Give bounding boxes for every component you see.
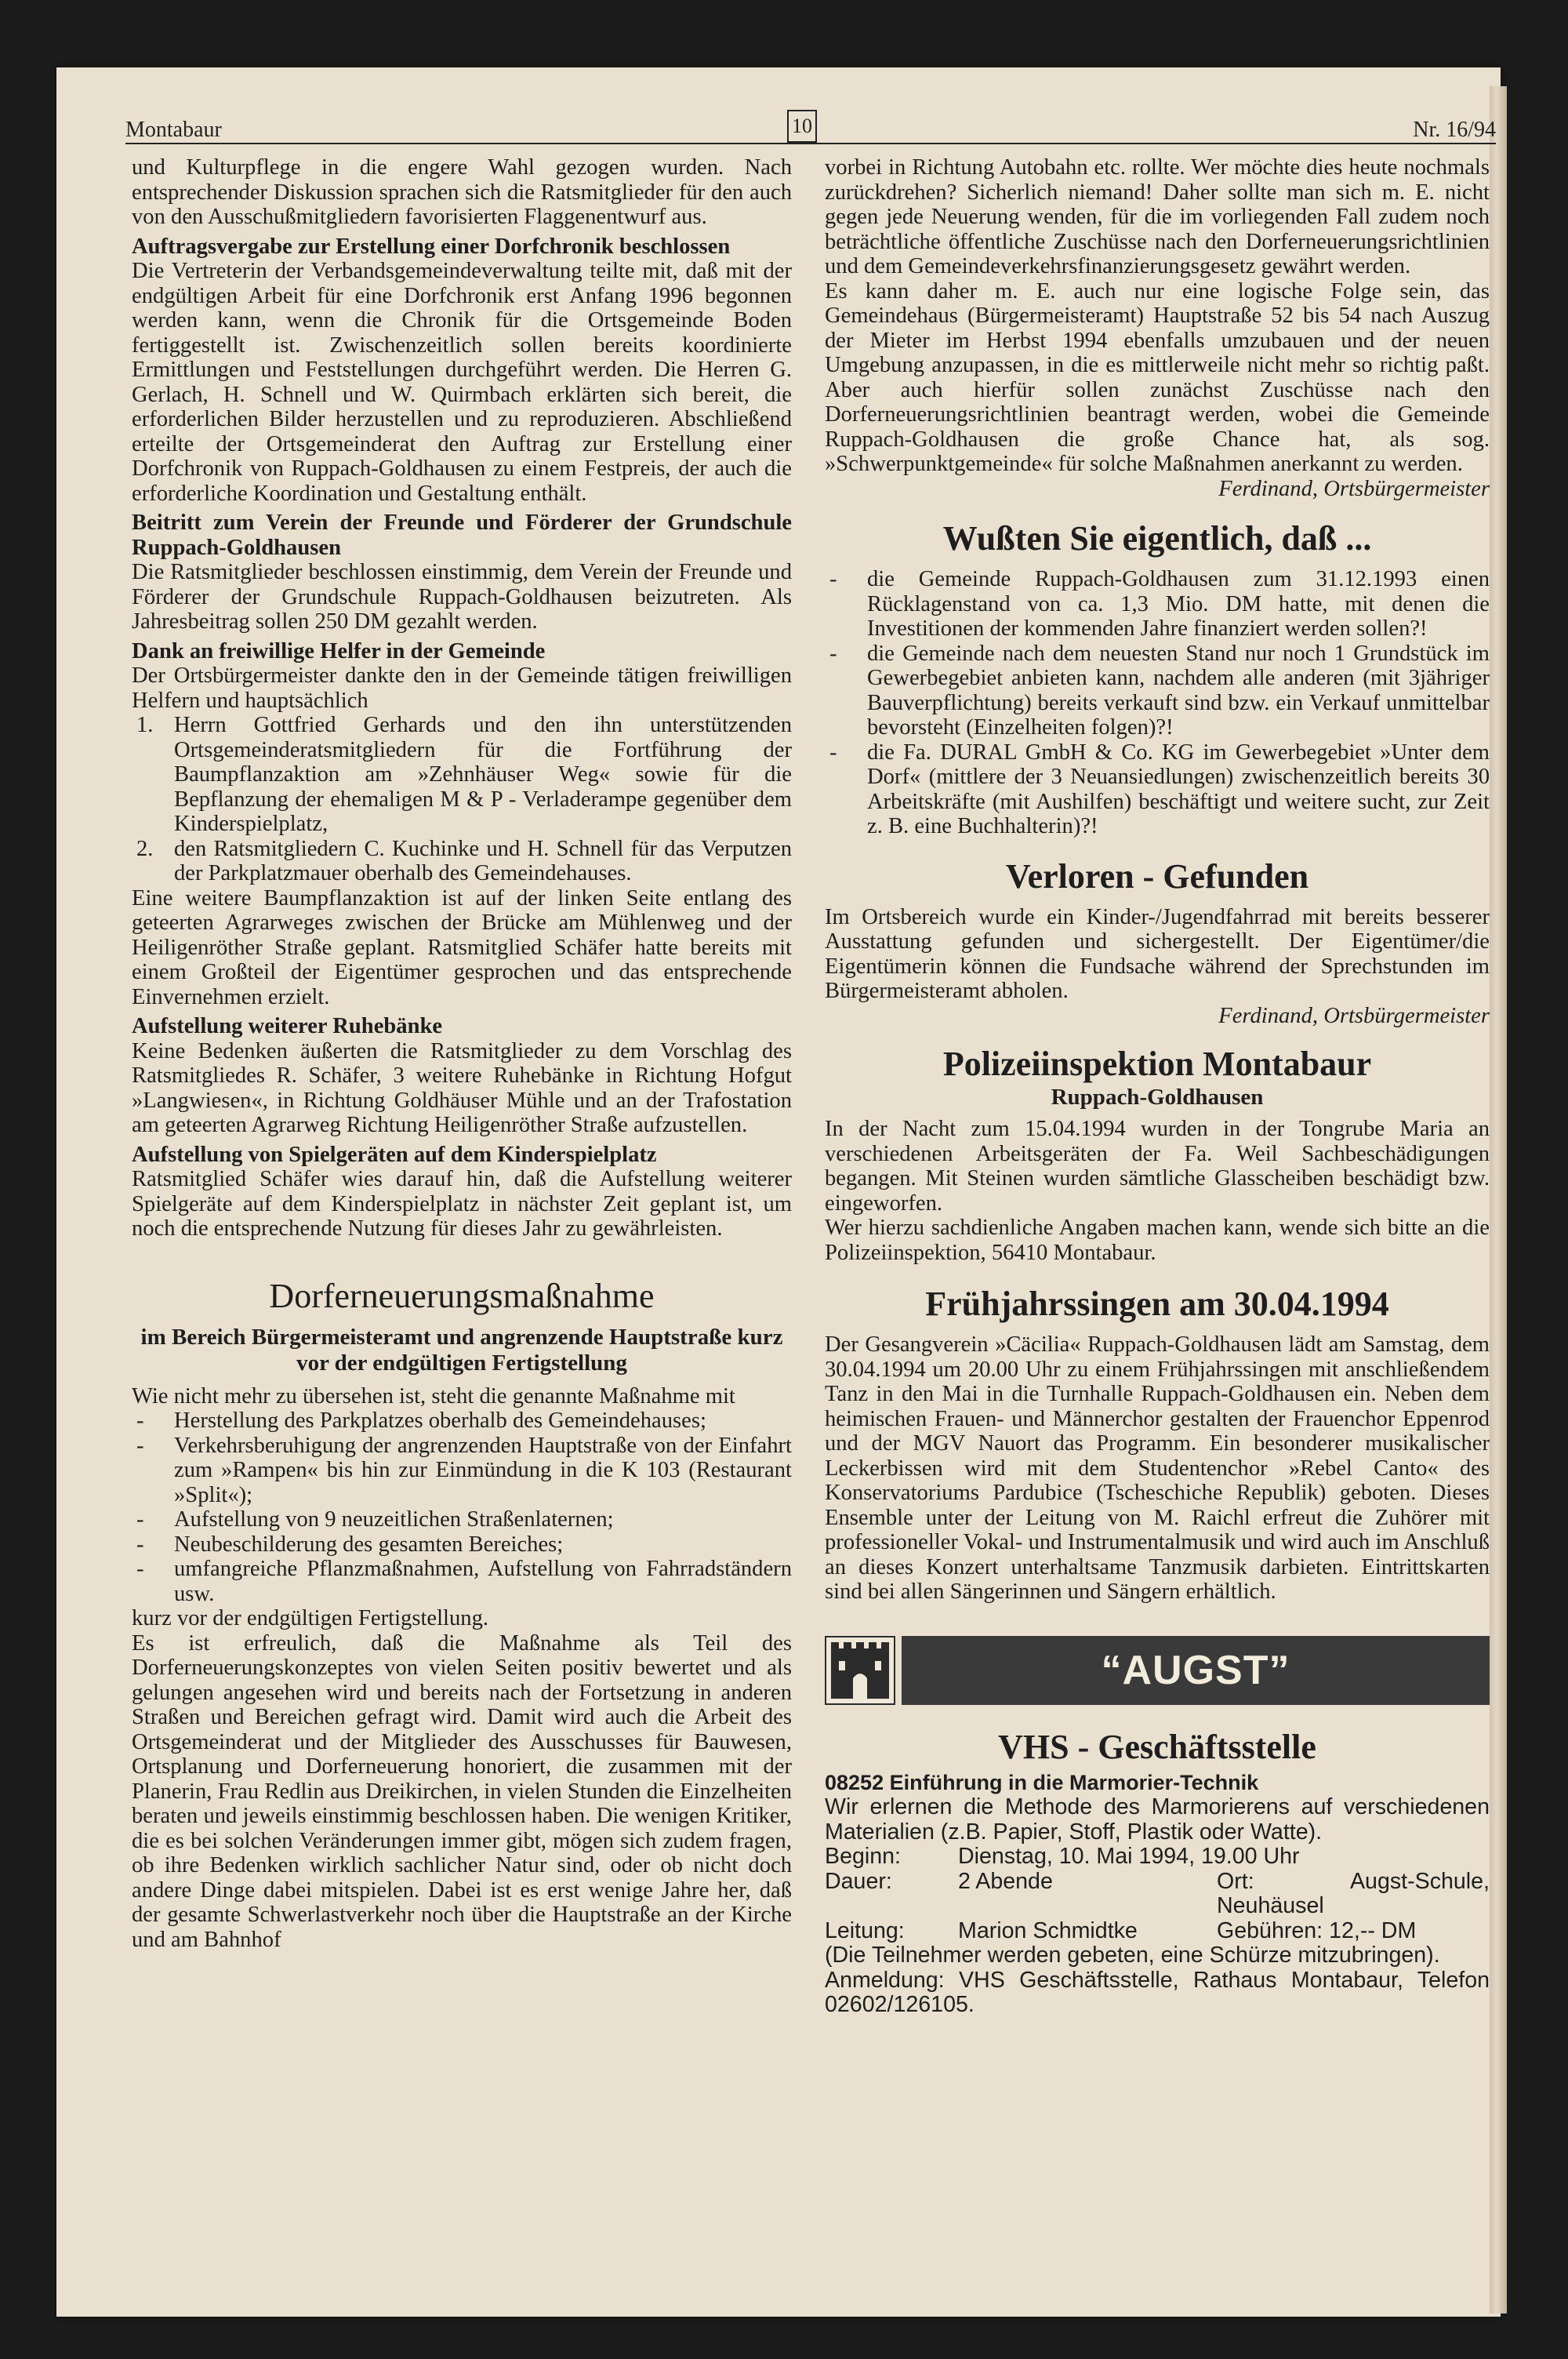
castle-logo-icon — [825, 1636, 895, 1705]
signature: Ferdinand, Ortsbürgermeister — [1218, 1003, 1490, 1028]
helfer-list — [132, 713, 792, 886]
heading-wussten: Wußten Sie eigentlich, daß ... — [942, 519, 1372, 558]
subheading-polizei: Ruppach-Goldhausen — [1051, 1085, 1264, 1110]
list-item: - umfangreiche Pflanzmaßnahmen, Aufstellung von Fahrradständern usw. — [136, 1557, 792, 1606]
polizei-text-1: In der Nacht zum 15.04.1994 wurden in der Tongrube Maria an verschiedenen Arbeitsgeräten der Fa. Weil Sachbeschädigungen begangen. Mit Steinen wurden sämtliche Glasscheiben beschädigt bzw. eingeworfen. — [825, 1117, 1490, 1216]
heading-grundschule: Beitritt zum Verein der Freunde und Förderer der Grundschule Ruppach-Goldhausen — [132, 511, 792, 560]
list-item: - die Fa. DURAL GmbH & Co. KG im Gewerbegebiet »Unter dem Dorf« (mittlere der 3 Neuansiedlungen) zwischenzeitlich bereits 30 Arbeitskräfte (mit Aushilfen) beschäftigt und weitere sucht, zur Zeit z. B. eine Buchhalterin)?! — [829, 740, 1490, 838]
subheading-dorferneuerung: im Bereich Bürgermeisteramt und angrenzende Hauptstraße kurz vor der endgültigen Fertigstellung — [140, 1324, 783, 1376]
page-header — [125, 116, 1496, 144]
dorf-list — [132, 1408, 792, 1606]
list-item: - Neubeschilderung des gesamten Bereiches; — [136, 1532, 564, 1557]
page-number: 10 — [787, 110, 817, 143]
list-item: 2. den Ratsmitgliedern C. Kuchinke und H. Schnell für das Verputzen der Parkplatzmauer oberhalb des Gemeindehauses. — [136, 836, 792, 885]
augst-banner — [825, 1636, 1490, 1705]
spielgeraete-text: Ratsmitglied Schäfer wies darauf hin, daß die Aufstellung weiterer Spielgeräte auf dem Kinderspielplatz in nächster Zeit geplant ist, um noch die entsprechende Nutzung für dieses Jahr zu gewährleisten. — [132, 1167, 792, 1241]
vhs-row-leitung: Leitung: Marion Schmidtke Gebühren: 12,-- DM — [825, 1917, 1417, 1943]
ruhebaenke-text: Keine Bedenken äußerten die Ratsmitglieder zu dem Vorschlag des Ratsmitgliedes R. Schäfer, 3 weitere Ruhebänke in Richtung Hofgut »Langwiesen«, in Richtung Goldhäuser Mühle und an der Trafostation am geteerten Agrarweg Richtung Heiligenröther Straße aufzustellen. — [132, 1038, 792, 1137]
wussten-list — [825, 567, 1490, 839]
heading-dorfchronik: Auftragsvergabe zur Erstellung einer Dorfchronik beschlossen — [132, 234, 731, 259]
list-item: - die Gemeinde Ruppach-Goldhausen zum 31.12.1993 einen Rücklagenstand von ca. 1,3 Mio. DM hatte, mit denen die Investitionen der kommenden Jahre finanziert werden sollen?! — [829, 567, 1490, 641]
vhs-anmeldung: Anmeldung: VHS Geschäftsstelle, Rathaus Montabaur, Telefon 02602/126105. — [825, 1967, 1490, 2017]
list-item: - Verkehrsberuhigung der angrenzenden Hauptstraße von der Einfahrt zum »Rampen« bis hin zur Einmündung in die K 103 (Restaurant »Split«); — [136, 1433, 792, 1507]
cont-paragraph-2: Es kann daher m. E. auch nur eine logische Folge sein, das Gemeindehaus (Bürgermeisteramt) Hauptstraße 52 bis 54 nach Auszug der Mieter im Herbst 1994 ebenfalls umzubauen und der neuen Umgebung anzupassen, in die es mittlerweile nicht mehr so richtig paßt. Aber auch hierfür sollen zunächst Zuschüsse nach den Dorferneuerungsrichtlinien beantragt werden, wobei die Gemeinde Ruppach-Goldhausen die große Chance hat, als sog. »Schwerpunktgemeinde« für solche Maßnahmen anerkannt zu werden. — [825, 278, 1490, 476]
left-column — [132, 155, 792, 1952]
polizei-text-2: Wer hierzu sachdienliche Angaben machen kann, wende sich bitte an die Polizeiinspektion, 56410 Montabaur. — [825, 1216, 1490, 1265]
heading-spielgeraete: Aufstellung von Spielgeräten auf dem Kinderspielplatz — [132, 1142, 657, 1167]
heading-helfer: Dank an freiwillige Helfer in der Gemeinde — [132, 638, 546, 663]
heading-dorferneuerung: Dorferneuerungsmaßnahme — [269, 1276, 655, 1315]
heading-vhs: VHS - Geschäftsstelle — [998, 1727, 1316, 1766]
vhs-row-dauer: Dauer: 2 Abende Ort: Augst-Schule, Neuhäusel — [825, 1868, 1490, 1918]
fruehjahrssingen-text: Der Gesangverein »Cäcilia« Ruppach-Goldhausen lädt am Samstag, dem 30.04.1994 um 20.00 Uhr zu einem Frühjahrssingen mit anschließendem Tanz in den Mai in die Turnhalle Ruppach-Goldhausen ein. Neben dem heimischen Frauen- und Männerchor gestalten der Frauenchor Eppenrod und der MGV Nauort das Programm. Ein besonderer musikalischer Leckerbissen wird mit dem Studentenchor »Rebel Canto« des Konservatoriums Pardubice (Tscheschiche Republik) geboten. Dieses Ensemble unter der Leitung von M. Raichl erfreut die Zuhörer mit professioneller Vokal- und Instrumentalmusik und wird auch im Anschluß an dieses Konzert unterhaltsame Tanzmusik darbieten. Eintrittskarten sind bei allen Sängerinnen und Sängern erhältlich. — [825, 1332, 1490, 1604]
vhs-note: (Die Teilnehmer werden gebeten, eine Schürze mitzubringen). — [825, 1943, 1440, 1968]
vhs-description: Wir erlernen die Methode des Marmorierens auf verschiedenen Materialien (z.B. Papier, Stoff, Plastik oder Watte). — [825, 1794, 1490, 1845]
list-item: 1. Herrn Gottfried Gerhards und den ihn unterstützenden Ortsgemeinderatsmitgliedern für die Fortführung der Baumpflanzaktion am »Zehnhäuser Weg« sowie für die Bepflanzung der ehemaligen M & P - Verladerampe gegenüber dem Kinderspielplatz, — [136, 713, 792, 836]
header-town: Montabaur — [125, 118, 222, 142]
list-item: - die Gemeinde nach dem neuesten Stand nur noch 1 Grundstück im Gewerbegebiet anbieten kann, nachdem alle anderen (mit 3jähriger Bauverpflichtung) bereits verkauft sind bzw. ein Verkauf unmittelbar bevorsteht (Einzelheiten folgen)?! — [829, 641, 1490, 740]
list-item: - Herstellung des Parkplatzes oberhalb des Gemeindehauses; — [136, 1408, 706, 1433]
grundschule-text: Die Ratsmitglieder beschlossen einstimmig, dem Verein der Freunde und Förderer der Grundschule Ruppach-Goldhausen beizutreten. Als Jahresbeitrag sollen 250 DM gezahlt werden. — [132, 560, 792, 634]
cont-paragraph-1: vorbei in Richtung Autobahn etc. rollte. Wer möchte dies heute nochmals zurückdrehen? Sicherlich niemand! Daher sollte man sich m. E. nicht gegen jede Neuerung wenden, für die im vorliegenden Fall zudem noch beträchtliche öffentliche Zuschüsse nach den Dorferneuerungsrichtlinien und dem Gemeindeverkehrsfinanzierungsgesetz gewährt werden. — [825, 155, 1490, 278]
intro-paragraph: und Kulturpflege in die engere Wahl gezogen wurden. Nach entsprechender Diskussion sprachen sich die Ratsmitglieder für den auch von den Ausschußmitgliedern favorisierten Flaggenentwurf aus. — [132, 155, 792, 229]
verloren-text: Im Ortsbereich wurde ein Kinder-/Jugendfahrrad mit bereits besserer Ausstattung gefunden und sichergestellt. Der Eigentümer/die Eigentümerin können die Fundsache während der Sprechstunden im Bürgermeisteramt abholen. — [825, 904, 1490, 1003]
dorf-text-3: Es ist erfreulich, daß die Maßnahme als Teil des Dorferneuerungskonzeptes von vielen Seiten positiv bewertet und als gelungen angesehen wird und bereits nach der Fortsetzung in anderen Straßen und Bereichen gefragt wird. Damit wird auch die Arbeit des Ortsgemeinderat und der Mitglieder des Ausschusses für Bauwesen, Ortsplanung und Dorferneuerung honoriert, die zusammen mit der Planerin, Frau Redlin aus Dreikirchen, in vielen Stunden die Einzelheiten beraten und jeweils einstimmig beschlossen haben. Die wenigen Kritiker, die es bei solchen Veränderungen immer gibt, mögen sich zudem fragen, ob ihre Bedenken wirklich sachlicher Natur sind, oder ob nicht doch andere Dinge dabei mitspielen. Dabei ist es erst wenige Jahre her, daß der gesamte Schwerlastverkehr noch über die Hauptstraße an der Kirche und am Bahnhof — [132, 1630, 792, 1952]
page-edge — [1490, 86, 1507, 2314]
vhs-course-title: 08252 Einführung in die Marmorier-Technik — [825, 1770, 1259, 1794]
augst-title: “AUGST” — [902, 1636, 1490, 1705]
right-column — [825, 155, 1490, 2018]
helfer-text: Der Ortsbürgermeister dankte den in der Gemeinde tätigen freiwilligen Helfern und hauptsächlich — [132, 663, 792, 713]
list-item: - Aufstellung von 9 neuzeitlichen Straßenlaternen; — [136, 1507, 614, 1532]
heading-verloren: Verloren - Gefunden — [1005, 856, 1309, 896]
heading-polizei: Polizeiinspektion Montabaur — [942, 1045, 1372, 1083]
heading-ruhebaenke: Aufstellung weiterer Ruhebänke — [132, 1014, 443, 1038]
vhs-row-beginn: Beginn: Dienstag, 10. Mai 1994, 19.00 Uhr — [825, 1844, 1300, 1869]
signature: Ferdinand, Ortsbürgermeister — [1218, 476, 1490, 501]
dorf-text-2: kurz vor der endgültigen Fertigstellung. — [132, 1606, 489, 1630]
issue-number: Nr. 16/94 — [1413, 118, 1496, 142]
baumpflanz-text: Eine weitere Baumpflanzaktion ist auf der linken Seite entlang des geteerten Agrarweges zwischen der Brücke am Mühlenweg und der Heiligenröther Straße geplant. Ratsmitglied Schäfer hatte bereits mit einem Großteil der Eigentümer gesprochen und das entsprechende Einvernehmen erzielt. — [132, 885, 792, 1009]
heading-fruehjahrssingen: Frühjahrssingen am 30.04.1994 — [925, 1285, 1389, 1323]
dorf-intro: Wie nicht mehr zu übersehen ist, steht die genannte Maßnahme mit — [132, 1383, 735, 1408]
dorfchronik-text: Die Vertreterin der Verbandsgemeindeverwaltung teilte mit, daß mit der endgültigen Arbeit für eine Dorfchronik erst Anfang 1996 begonnen werden kann, wenn die Chronik für die Ortsgemeinde Boden fertiggestellt ist. Zwischenzeitlich sollen bereits koordinierte Ermittlungen und Feststellungen durchgeführt werden. Die Herren G. Gerlach, H. Schnell und W. Quirmbach erklärten sich bereit, die erforderlichen Bilder herzustellen und zu reproduzieren. Abschließend erteilte der Ortsgemeinderat den Auftrag zur Erstellung einer Dorfchronik von Ruppach-Goldhausen zu einem Festpreis, der auch die erforderliche Koordination und Gestaltung enthält. — [132, 259, 792, 506]
vhs-details — [825, 1845, 1490, 1943]
